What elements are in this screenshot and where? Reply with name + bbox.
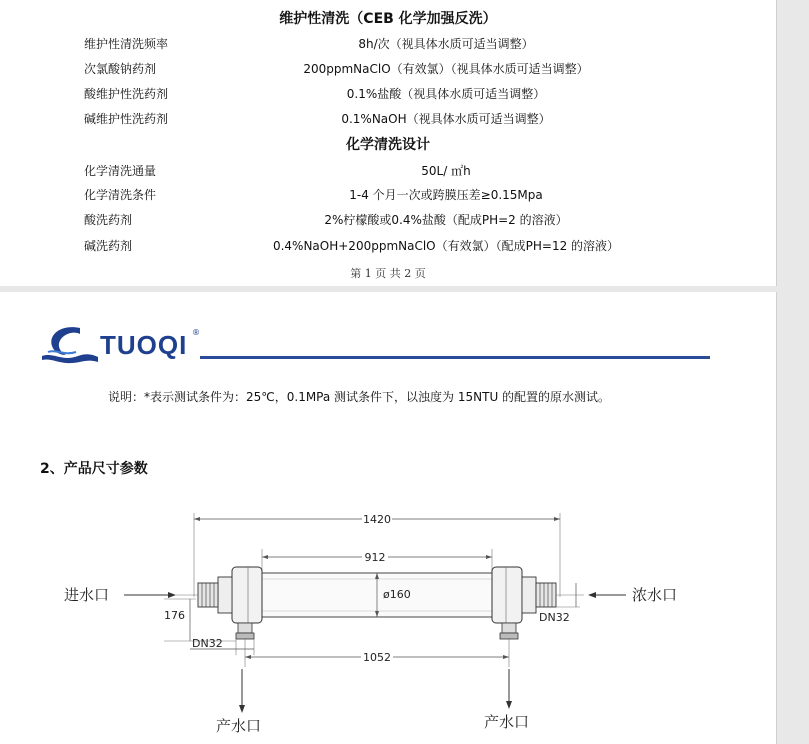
row-value: 2%柠檬酸或0.4%盐酸（配成PH=2 的溶液）: [324, 213, 568, 227]
section-heading-dimensions: 2、产品尺寸参数: [40, 461, 148, 477]
company-logo: [40, 322, 720, 366]
table-row: [0, 110, 776, 130]
dn-left-label: DN32: [192, 637, 223, 650]
row-value: 8h/次（视具体水质可适当调整）: [358, 37, 534, 51]
row-value: 50L/ ㎡h: [421, 164, 471, 178]
row-value: 1-4 个月一次或跨膜压差≥0.15Mpa: [349, 188, 543, 202]
logo-text: TUOQI: [100, 330, 188, 360]
section-title-chemical-cleaning: 化学清洗设计: [346, 137, 430, 153]
dim-bottom-label: 1052: [363, 651, 391, 664]
table-row: [0, 211, 776, 231]
product-water-left-label: 产水口: [216, 717, 262, 735]
row-label: 酸维护性洗药剂: [84, 87, 169, 101]
registered-mark: ®: [192, 328, 200, 337]
row-label: 次氯酸钠药剂: [84, 62, 157, 76]
logo-wave-icon: [40, 322, 100, 366]
table-row: [0, 162, 776, 182]
dim-total-label: 1420: [363, 513, 391, 526]
concentrate-label: 浓水口: [632, 586, 678, 604]
test-condition-note: 说明：*表示测试条件为：25℃，0.1MPa 测试条件下，以浊度为 15NTU 的配置的原水测试。: [108, 390, 611, 404]
row-label: 碱洗药剂: [84, 239, 133, 253]
row-label: 化学清洗条件: [84, 188, 157, 202]
table-row: [0, 85, 776, 105]
document-page-1: [0, 0, 777, 286]
row-label: 维护性清洗频率: [84, 37, 169, 51]
product-water-right-label: 产水口: [484, 713, 530, 731]
row-label: 化学清洗通量: [84, 164, 157, 178]
document-page-2: [0, 292, 777, 744]
logo-underline: [200, 356, 710, 359]
viewer-gutter: [777, 0, 809, 744]
section-title-ceb: 维护性清洗（CEB 化学加强反洗）: [279, 11, 497, 27]
dimension-diagram: [0, 507, 776, 744]
dn-right-label: DN32: [539, 611, 570, 624]
table-row: [0, 186, 776, 206]
page-footer: 第 1 页 共 2 页: [350, 267, 426, 280]
table-row: [0, 237, 776, 257]
row-label: 酸洗药剂: [84, 213, 133, 227]
table-row: [0, 35, 776, 55]
row-value: 0.1%盐酸（视具体水质可适当调整）: [346, 87, 546, 101]
row-value: 200ppmNaClO（有效氯）（视具体水质可适当调整）: [303, 62, 589, 76]
row-value: 0.1%NaOH（视具体水质可适当调整）: [341, 112, 551, 126]
row-label: 碱维护性洗药剂: [84, 112, 169, 126]
row-value: 0.4%NaOH+200ppmNaClO（有效氯）（配成PH=12 的溶液）: [272, 239, 620, 253]
dim-height-label: 176: [164, 609, 185, 622]
dim-middle-label: 912: [364, 551, 386, 564]
dim-diameter-label: ø160: [383, 588, 411, 601]
inlet-label: 进水口: [64, 586, 110, 604]
table-row: [0, 60, 776, 80]
